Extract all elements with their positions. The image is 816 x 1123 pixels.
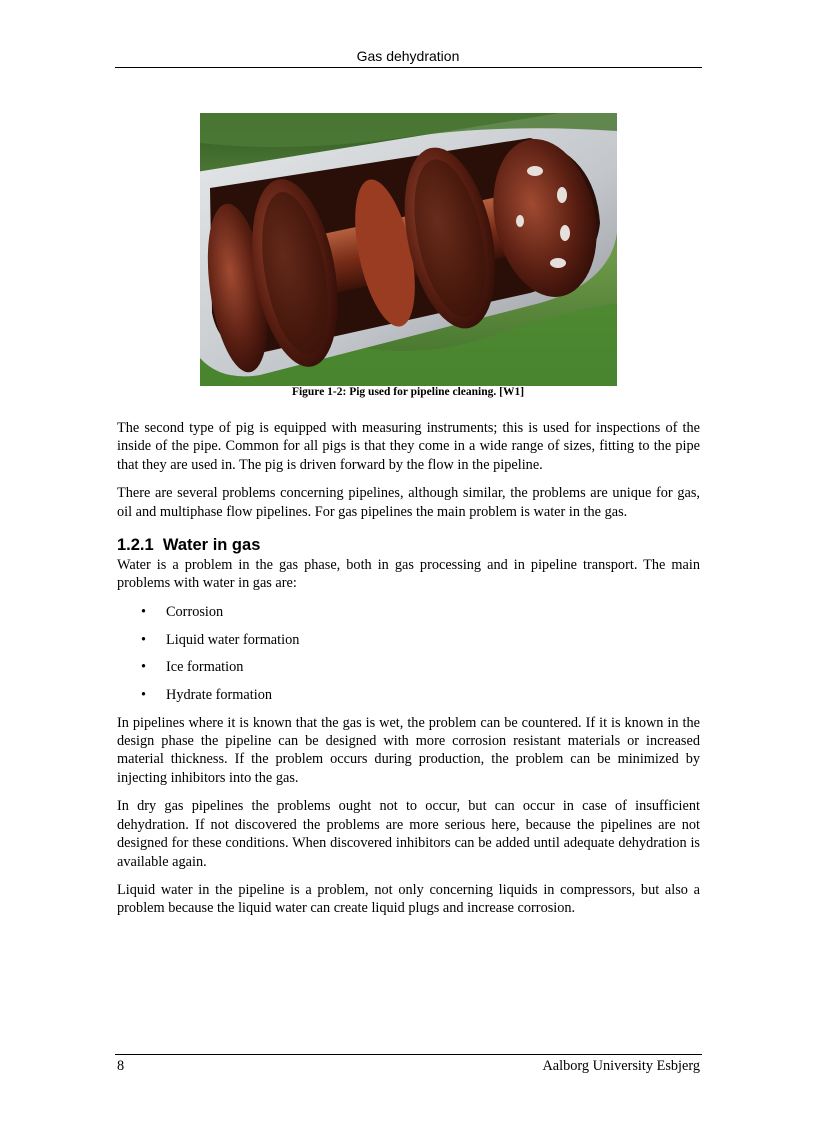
page-body <box>117 419 700 928</box>
bullet: • <box>141 686 147 703</box>
list-item <box>117 631 700 649</box>
paragraph: There are several problems concerning pipelines, although similar, the problems are unique for gas, oil and multiphase flow pipelines. For gas pipelines the main problem is water in the gas. <box>117 485 700 520</box>
list-item <box>117 603 700 621</box>
page-number: 8 <box>117 1058 125 1074</box>
paragraph: In dry gas pipelines the problems ought not to occur, but can occur in case of insufficient dehydration. If not discovered the problems are more serious here, because the pipelines are not designed for these conditions. When discovered inhibitors can be added until adequate dehydration is available again. <box>117 798 700 870</box>
footer-rule <box>115 1054 702 1055</box>
pipeline-pig-illustration <box>200 113 617 386</box>
bullet: • <box>141 603 147 620</box>
pig-photo <box>200 113 617 386</box>
section-title: Water in gas <box>162 536 261 555</box>
figure-caption: Figure 1-2: Pig used for pipeline cleaning. [W1] <box>291 386 525 398</box>
bullet: • <box>141 631 147 648</box>
list-item-text: Ice formation <box>166 659 244 676</box>
list-item-text: Liquid water formation <box>166 631 300 648</box>
section-heading <box>117 535 700 555</box>
paragraph: The second type of pig is equipped with measuring instruments; this is used for inspections of the inside of the pipe. Common for all pigs is that they come in a wide range of sizes, fitting to the pipe that they are used in. The pig is driven forward by the flow in the pipeline. <box>117 420 700 473</box>
footer-institution: Aalborg University Esbjerg <box>542 1058 700 1074</box>
running-header: Gas dehydration <box>356 48 460 64</box>
paragraph: Water is a problem in the gas phase, both in gas processing and in pipeline transport. The main problems with water in gas are: <box>117 557 700 592</box>
section-number: 1.2.1 <box>117 536 154 555</box>
paragraph: Liquid water in the pipeline is a problem, not only concerning liquids in compressors, but also a problem because the liquid water can create liquid plugs and increase corrosion. <box>117 881 700 917</box>
problem-list <box>117 603 700 705</box>
list-item <box>117 658 700 676</box>
list-item-text: Corrosion <box>166 603 224 620</box>
bullet: • <box>141 659 147 676</box>
paragraph: In pipelines where it is known that the gas is wet, the problem can be countered. If it is known in the design phase the pipeline can be designed with more corrosion resistant materials or increased material thickness. If the problem occurs during production, the problem can be minimized by injecting inhibitors into the gas. <box>117 714 700 786</box>
header-rule <box>115 67 702 68</box>
list-item-text: Hydrate formation <box>166 686 272 703</box>
list-item <box>117 686 700 704</box>
